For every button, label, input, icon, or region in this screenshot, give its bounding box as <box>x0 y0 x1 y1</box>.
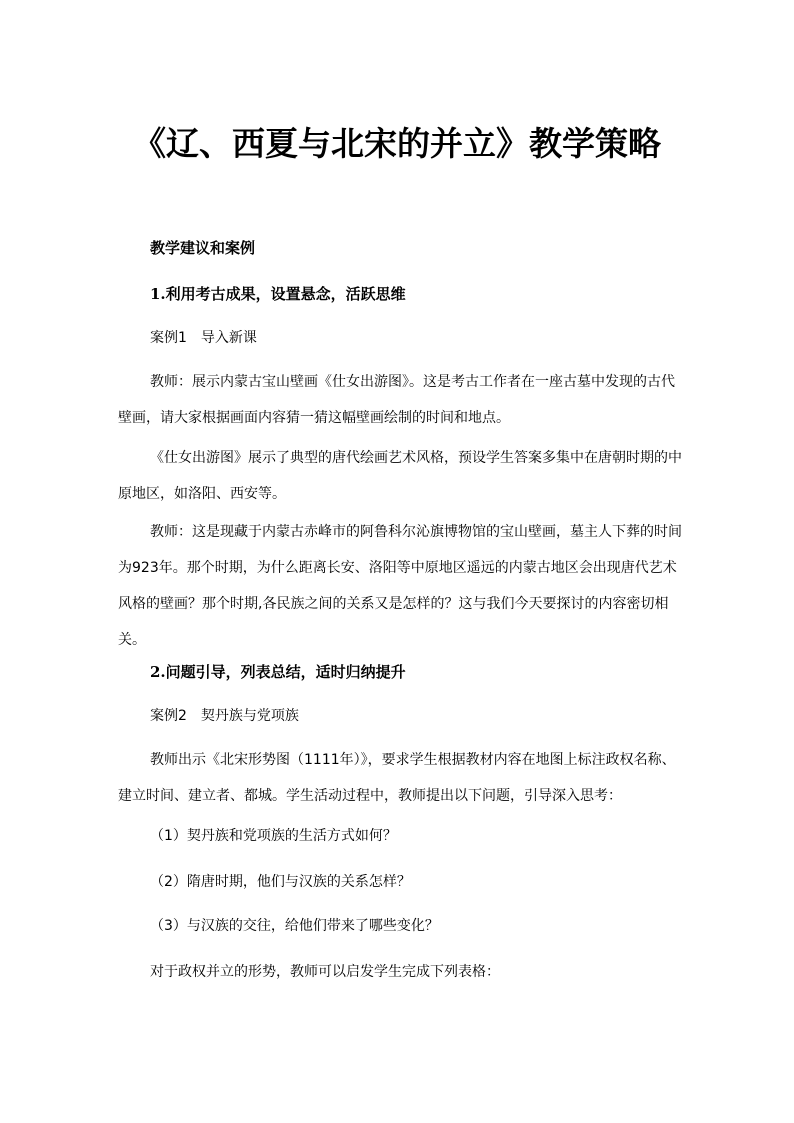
paragraph-3: 教师：这是现藏于内蒙古赤峰市的阿鲁科尔沁旗博物馆的宝山壁画，墓主人下葬的时间为923年。那个时期，为什么距离长安、洛阳等中原地区遥远的内蒙古地区会出现唐代艺术风格的壁画？那个时期,各民族之间的关系又是怎样的？这与我们今天要探讨的内容密切相关。 <box>118 524 682 648</box>
paragraph-5: 对于政权并立的形势，教师可以启发学生完成下列表格： <box>150 964 500 980</box>
case2-label: 案例2 契丹族与党项族 <box>150 708 299 724</box>
point1-heading: 1.利用考古成果，设置悬念，活跃思维 <box>150 285 406 303</box>
page-title: 《辽、西夏与北宋的并立》教学策略 <box>133 124 661 163</box>
paragraph-1: 教师：展示内蒙古宝山壁画《仕女出游图》。这是考古工作者在一座古墓中发现的古代壁画，请大家根据画面内容猜一猜这幅壁画绘制的时间和地点。 <box>118 374 675 426</box>
paragraph-2: 《仕女出游图》展示了典型的唐代绘画艺术风格，预设学生答案多集中在唐朝时期的中原地区，如洛阳、西安等。 <box>118 450 682 502</box>
question-2: （2）隋唐时期，他们与汉族的关系怎样？ <box>150 874 411 890</box>
point2-heading: 2.问题引导，列表总结，适时归纳提升 <box>150 663 406 681</box>
question-1: （1）契丹族和党项族的生活方式如何？ <box>150 828 397 844</box>
section-heading: 教学建议和案例 <box>150 239 256 257</box>
question-3: （3）与汉族的交往，给他们带来了哪些变化？ <box>150 918 439 934</box>
case1-label: 案例1 导入新课 <box>150 330 257 346</box>
paragraph-4: 教师出示《北宋形势图（1111年）》，要求学生根据教材内容在地图上标注政权名称、建立时间、建立者、都城。学生活动过程中，教师提出以下问题，引导深入思考： <box>118 752 676 804</box>
